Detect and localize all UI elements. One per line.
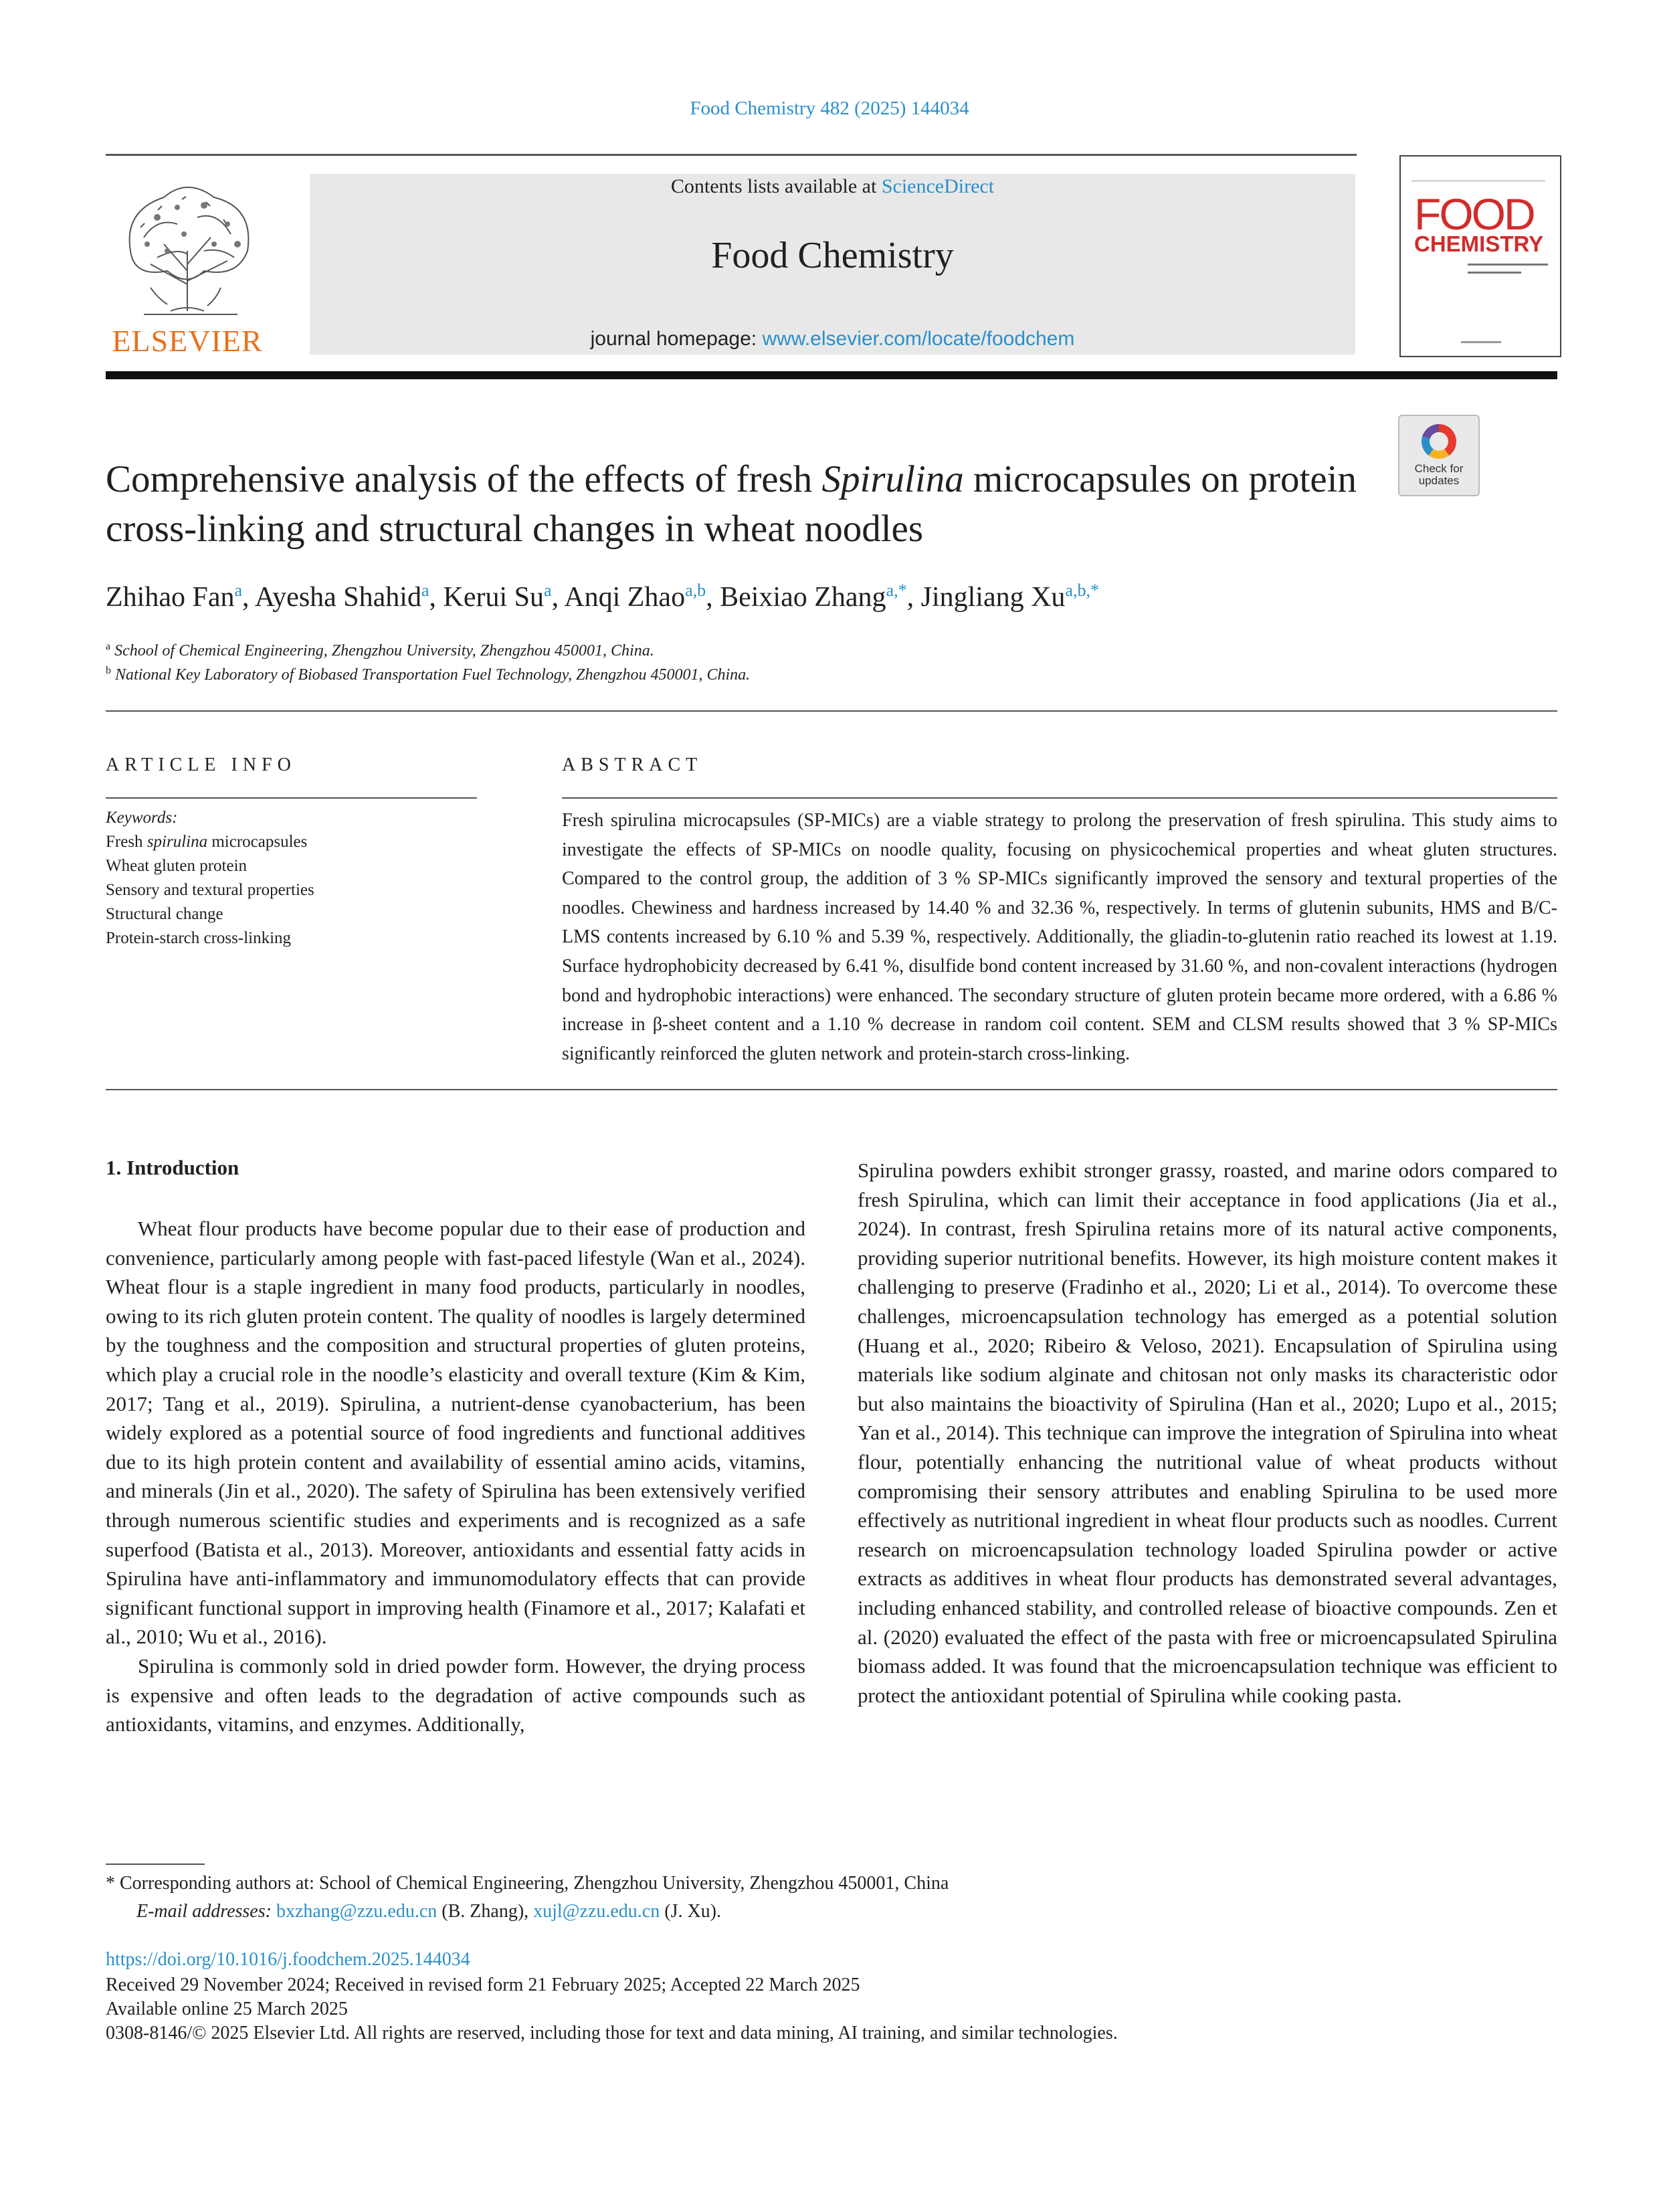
author-name: Zhihao Fan: [106, 582, 235, 613]
corresponding-author-note: * Corresponding authors at: School of Chemical Engineering, Zhengzhou University, Zhengzhou 450001, China: [106, 1873, 949, 1894]
header-thick-rule: [106, 371, 1557, 379]
check-for-updates-label: Check for updates: [1414, 462, 1464, 487]
author-list: Zhihao Fan$^a$, Ayesha Shahid$^a$, Kerui Su$^a$, Anqi Zhao$^{a,b}$, Beixiao Zhang$^{a,*}$, Jingliang $Xu^{a,b,*}$: [106, 581, 1099, 613]
cover-title-chemistry: CHEMISTRY: [1414, 231, 1544, 256]
journal-name: Food Chemistry: [711, 235, 954, 276]
email-label: E-mail addresses:: [136, 1901, 276, 1922]
article-info-rule: [106, 797, 477, 799]
keyword-item: Sensory and textural properties: [106, 881, 314, 899]
abstract-rule: [562, 797, 1557, 799]
affiliation: [106, 641, 1557, 660]
cover-title-food: FOOD: [1414, 189, 1534, 239]
keywords-label: Keywords:: [106, 809, 178, 827]
intro-paragraph-1: Wheat flour products have become popular due to their ease of production and convenience, particularly among people with fast-paced lifestyle (Wan et al., 2024). Wheat flour is a staple ingredient in many food products, particularly in noodles, owing to its rich gluten protein content. The quality of noodles is largely determined by the toughness and the composition and structural properties of gluten proteins, which play a crucial role in the noodle’s elasticity and overall texture (Kim & Kim, 2017; Tang et al., 2019). Spirulina, a nutrient-dense cyanobacterium, has been widely explored as a potential source of food ingredients and functional additives due to its high protein content and availability of essential amino acids, vitamins, and minerals (Jin et al., 2020). The safety of Spirulina has been extensively verified through numerous scientific studies and experiments and is recognized as a safe superfood (Batista et al., 2013). Moreover, antioxidants and essential fatty acids in Spirulina have anti-inflammatory and immunomodulatory effects that can provide significant functional support in improving health (Finamore et al., 2017; Kalafati et al., 2010; Wu et al., 2016).: [106, 1217, 805, 1649]
author-affiliation-mark[interactable]: a: [421, 581, 429, 600]
check-for-updates-badge[interactable]: [1398, 415, 1480, 496]
article-title: Comprehensive analysis of the effects of fresh Spirulina microcapsules on protein cross-linking and structural changes in wheat noodles: [106, 458, 1357, 550]
email-link[interactable]: bxzhang@zzu.edu.cn: [276, 1901, 437, 1922]
author-name: Kerui Su: [443, 582, 545, 613]
cover-editor-line: [1468, 264, 1548, 266]
section-heading-introduction: 1. Introduction: [106, 1156, 239, 1179]
intro-right-column: [858, 1156, 1557, 1710]
footnote-rule: [106, 1864, 205, 1865]
abstract-text: Fresh spirulina microcapsules (SP-MICs) are a viable strategy to prolong the preservation of fresh spirulina. This study aims to investigate the effects of SP-MICs on noodle quality, focusing on physicochemical properties and wheat gluten structures. Compared to the control group, the addition of 3 % SP-MICs significantly improved the sensory and textural properties of the noodles. Chewiness and hardness increased by 14.40 % and 32.36 %, respectively. In terms of glutenin subunits, HMS and B/C-LMS contents increased by 6.10 % and 5.39 %, respectively. Additionally, the gliadin-to-glutenin ratio reached its lowest at 1.19. Surface hydrophobicity decreased by 6.41 %, disulfide bond content increased by 31.60 %, and non-covalent interactions (hydrogen bond and hydrophobic interactions) were enhanced. The secondary structure of gluten protein became more ordered, with a 6.86 % increase in β-sheet content and a 1.10 % decrease in random coil content. SEM and CLSM results showed that 3 % SP-MICs significantly reinforced the gluten network and protein-starch cross-linking.: [562, 810, 1557, 1064]
journal-cover-thumbnail[interactable]: [1399, 155, 1561, 357]
affiliation: [106, 665, 1557, 684]
intro-paragraph-2: Spirulina is commonly sold in dried powder form. However, the drying process is expensive and often leads to the degradation of active compounds such as antioxidants, vitamins, and enzymes. Additionally,: [106, 1653, 805, 1736]
available-online-date: Available online 25 March 2025: [106, 1999, 348, 2019]
author-affiliation-mark[interactable]: a,b,*: [1065, 581, 1099, 600]
email-link[interactable]: xujl@zzu.edu.cn: [533, 1901, 660, 1922]
keyword-item: Wheat gluten protein: [106, 857, 248, 875]
email-owner: (B. Zhang),: [437, 1901, 534, 1922]
keyword-item: Protein-starch cross-linking: [106, 929, 292, 947]
author-name: Anqi Zhao: [564, 582, 686, 613]
author-affiliation-mark[interactable]: a: [234, 581, 243, 600]
author-affiliation-mark[interactable]: a,*: [886, 581, 907, 600]
received-dates: Received 29 November 2024; Received in revised form 21 February 2025; Accepted 22 March 2025: [106, 1975, 860, 1995]
keyword-item: Fresh spirulina microcapsules: [106, 833, 308, 851]
journal-reference[interactable]: Food Chemistry 482 (2025) 144034: [690, 98, 969, 119]
intro-paragraph-3: Spirulina powders exhibit stronger grassy, roasted, and marine odors compared to fresh Spirulina, which can limit their acceptance in food applications (Jia et al., 2024). In contrast, fresh Spirulina retains more of its natural active components, providing superior nutritional benefits. However, its high moisture content makes it challenging to preserve (Fradinho et al., 2020; Li et al., 2014). To overcome these challenges, microencapsulation technology has emerged as a potential solution (Huang et al., 2020; Ribeiro & Veloso, 2021). Encapsulation of Spirulina using materials like sodium alginate and chitosan not only masks its characteristic odor but also maintains the bioactivity of Spirulina (Han et al., 2020; Lupo et al., 2015; Yan et al., 2014). This technique can improve the integration of Spirulina into wheat flour, potentially enhancing the nutritional value of wheat products without compromising their sensory attributes and enabling Spirulina to be used more effectively as nutritional ingredient in wheat flour products such as noodles. Current research on microencapsulation technology loaded Spirulina powder or active extracts as additives in wheat flour products has demonstrated several advantages, including enhanced stability, and controlled release of bioactive compounds. Zen et al. (2020) evaluated the effect of the pasta with free or microencapsulated Spirulina biomass added. It was found that the microencapsulation technique was efficient to protect the antioxidant potential of Spirulina while cooking pasta.: [858, 1159, 1557, 1707]
email-owner: (J. Xu).: [660, 1901, 721, 1922]
author-name: Jingliang Xu: [920, 582, 1066, 613]
abstract-heading: ABSTRACT: [562, 755, 703, 775]
affiliation-text: National Key Laboratory of Biobased Transportation Fuel Technology, Zhengzhou 450001, China.: [115, 666, 751, 684]
sciencedirect-link[interactable]: ScienceDirect: [881, 175, 995, 197]
crossmark-icon-center: [1430, 432, 1448, 451]
author-name: Beixiao Zhang: [720, 582, 886, 613]
homepage-link[interactable]: www.elsevier.com/locate/foodchem: [762, 328, 1075, 350]
email-line: [136, 1898, 1608, 1925]
cover-footer-line: [1461, 341, 1501, 343]
article-info-heading: ARTICLE INFO: [106, 755, 296, 775]
keyword-item: Structural change: [106, 905, 223, 923]
affiliation-rule: [106, 710, 1557, 712]
top-rule: [106, 154, 1357, 156]
elsevier-wordmark: ELSEVIER: [112, 324, 263, 358]
author-affiliation-mark[interactable]: a: [544, 581, 552, 600]
affiliation-mark: b: [106, 665, 111, 676]
cover-editor-line: [1468, 272, 1521, 274]
elsevier-logo: [104, 171, 271, 358]
affiliation-text: School of Chemical Engineering, Zhengzhou University, Zhengzhou 450001, China.: [114, 642, 654, 660]
contents-line: Contents lists available at ScienceDirect: [670, 175, 995, 197]
author-affiliation-mark[interactable]: a,b: [685, 581, 706, 600]
abstract-bottom-rule: [106, 1089, 1557, 1090]
homepage-line: journal homepage: www.elsevier.com/locate/foodchem: [590, 328, 1075, 350]
author-name: Ayesha Shahid: [254, 582, 421, 613]
affiliation-mark: a: [106, 641, 111, 652]
copyright-line: 0308-8146/© 2025 Elsevier Ltd. All rights are reserved, including those for text and data mining, AI training, and similar technologies.: [106, 2023, 1118, 2043]
intro-left-column: [106, 1214, 805, 1739]
doi-link[interactable]: https://doi.org/10.1016/j.foodchem.2025.144034: [106, 1949, 470, 1970]
